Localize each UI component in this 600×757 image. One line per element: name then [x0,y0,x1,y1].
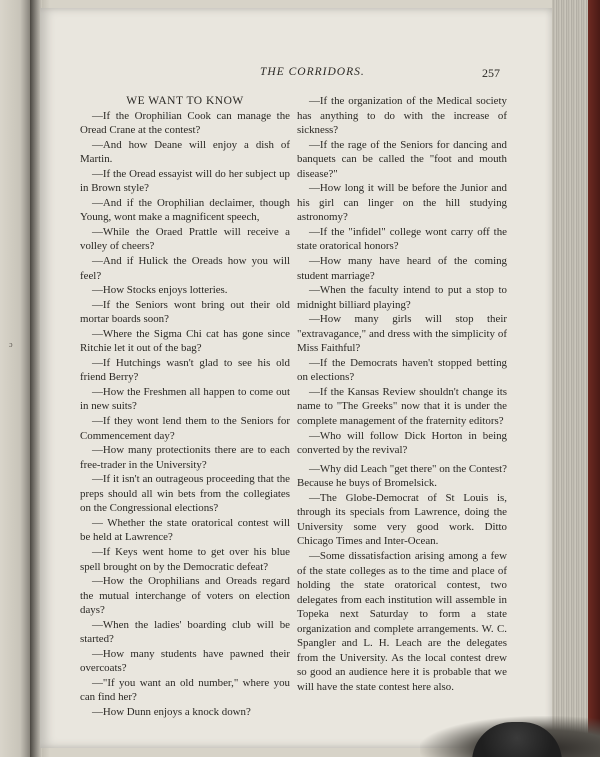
book-page [40,8,552,748]
list-item: —Who will follow Dick Horton in being converted by the revival? [297,429,507,457]
list-item: —If it isn't an outrageous proceeding that the preps should all win bets from the collegiates on the Congressional elections? [80,473,290,515]
list-item: —If the organization of the Medical society has anything to do with the increase of sickness? [297,95,507,137]
page-number: 257 [482,66,500,80]
list-item: —And if Hulick the Oreads how you will feel? [80,255,290,282]
list-item: —If the "infidel" college wont carry off the state oratorical honors? [297,225,507,253]
list-item: —"If you want an old number," where you can find her? [80,676,290,704]
list-item: —If the Orophilian Cook can manage the Oread Crane at the contest? [80,109,290,137]
left-column [80,94,290,720]
list-item: —If the Democrats haven't stopped betting on elections? [297,356,507,384]
right-column [297,94,507,694]
list-item: —How many have heard of the coming student marriage? [297,255,507,282]
section-title: WE WANT TO KNOW [126,95,244,107]
list-item: —How many students have pawned their overcoats? [80,647,290,675]
list-item: —If the Oread essayist will do her subject up in Brown style? [80,167,290,195]
list-item: —How the Freshmen all happen to come out in new suits? [80,385,290,413]
list-item: —If the rage of the Seniors for dancing and banquets can be called the "foot and mouth disease?" [297,138,507,180]
page-header [40,66,552,82]
news-item: —Some dissatisfaction arising among a few of the state colleges as to the time and place of holding the state oratorical contest, two delegates from each institution will assemble in Topeka next Saturday to form a state organization and complete arrangements. W. C. Spangler and L. H. Leach are the delegates from the University. As the local contest drew so good an audience here it is probable that we will have the state contest here also. [297,549,507,693]
list-item: —While the Oraed Prattle will receive a volley of cheers? [80,225,290,253]
list-item: —How Stocks enjoys lotteries. [92,284,228,297]
list-item: —How Dunn enjoys a knock down? [92,705,251,718]
news-item: —Why did Leach "get there" on the Contest? Because he buys of Bromelsick. [297,462,507,490]
list-item: —How the Orophilians and Oreads regard the mutual interchange of voters on election days? [80,575,290,617]
list-item: —And if the Orophilian declaimer, though Young, wont make a magnificent speech, [80,196,290,224]
page-stack-edge [552,0,600,757]
running-title: THE CORRIDORS. [260,66,365,78]
facing-page-edge [0,0,32,757]
list-item: —Where the Sigma Chi cat has gone since Ritchie let it out of the bag? [80,327,290,355]
list-item: — Whether the state oratorical contest will be held at Lawrence? [80,516,290,544]
list-item: —If Keys went home to get over his blue spell brought on by the Democratic defeat? [80,545,290,573]
list-item: —How long it will be before the Junior and his girl can linger on the hill studying astronomy? [297,182,507,224]
list-item: —If they wont lend them to the Seniors for Commencement day? [80,415,290,442]
list-item: —If the Seniors wont bring out their old mortar boards soon? [80,298,290,326]
list-item: —How many protectionits there are to each free-trader in the University? [80,444,290,471]
list-item: —If the Kansas Review shouldn't change its name to "The Greeks" now that it is under the complete management of the fraternity editors? [297,385,507,428]
list-item: —When the faculty intend to put a stop to midnight billiard playing? [297,284,507,311]
list-item: —And how Deane will enjoy a dish of Martin. [80,138,290,166]
list-item: —How many girls will stop their "extravagance," and dress with the simplicity of Miss Faithful? [297,313,507,355]
list-item: —When the ladies' boarding club will be started? [80,618,290,646]
list-item: —If Hutchings wasn't glad to see his old friend Berry? [80,356,290,384]
news-item: —The Globe-Democrat of St Louis is, through its specials from Lawrence, doing the University some very good work. Ditto Chicago Times and Inter-Ocean. [297,491,507,548]
margin-mark: ɔ [9,340,13,349]
